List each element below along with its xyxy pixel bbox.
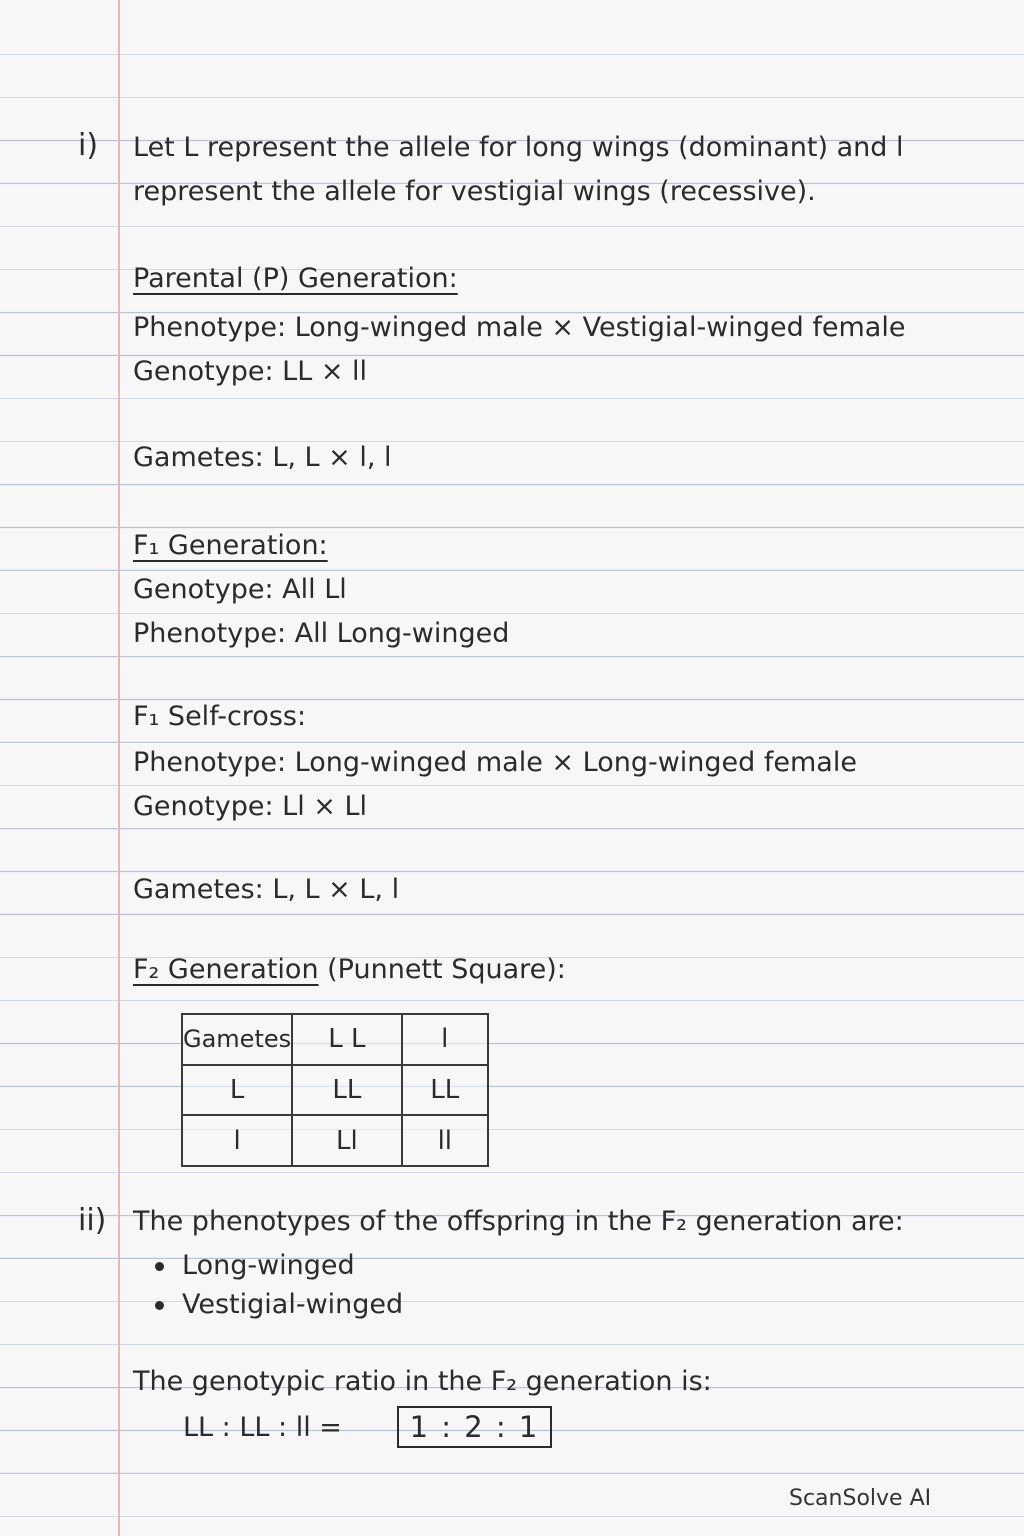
f2-heading bbox=[133, 954, 566, 986]
intro-line-1: Let L represent the allele for long wings (dominant) and l bbox=[133, 132, 904, 163]
bullet-icon bbox=[155, 1301, 164, 1310]
f1-phenotype: Phenotype: All Long-winged bbox=[133, 618, 510, 649]
phenotype-item: Vestigial-winged bbox=[182, 1289, 404, 1320]
margin-line bbox=[118, 0, 120, 1536]
f2-heading-rest: (Punnett Square): bbox=[318, 954, 566, 985]
punnett-cell: LL bbox=[292, 1065, 401, 1116]
parental-phenotype: Phenotype: Long-winged male × Vestigial-winged female bbox=[133, 312, 906, 343]
f2-heading-underlined: F₂ Generation bbox=[133, 954, 319, 985]
punnett-row-gamete: l bbox=[182, 1115, 292, 1166]
parental-genotype: Genotype: LL × ll bbox=[133, 356, 368, 387]
ratio-intro: The genotypic ratio in the F₂ generation is: bbox=[133, 1366, 712, 1397]
f1-genotype: Genotype: All Ll bbox=[133, 574, 347, 605]
punnett-header-col-1: L L bbox=[292, 1014, 401, 1065]
ratio-answer-box bbox=[397, 1406, 552, 1448]
punnett-row bbox=[182, 1115, 488, 1166]
punnett-header-gametes: Gametes bbox=[182, 1014, 292, 1065]
parental-heading: Parental (P) Generation: bbox=[133, 263, 458, 294]
punnett-cell: LL bbox=[402, 1065, 488, 1116]
intro-line-2: represent the allele for vestigial wings (recessive). bbox=[133, 176, 816, 207]
punnett-row-gamete: L bbox=[182, 1065, 292, 1116]
phenotype-item: Long-winged bbox=[182, 1250, 355, 1281]
punnett-square bbox=[181, 1013, 489, 1167]
selfcross-gametes: Gametes: L, L × L, l bbox=[133, 874, 400, 905]
selfcross-genotype: Genotype: Ll × Ll bbox=[133, 791, 368, 822]
punnett-cell: ll bbox=[402, 1115, 488, 1166]
part-i-label: i) bbox=[78, 128, 99, 163]
ratio-value: 1 : 2 : 1 bbox=[409, 1410, 540, 1444]
parental-gametes: Gametes: L, L × l, l bbox=[133, 442, 392, 473]
bullet-icon bbox=[155, 1262, 164, 1271]
part-ii-label: ii) bbox=[78, 1203, 107, 1238]
watermark: ScanSolve AI bbox=[789, 1486, 932, 1511]
f1-selfcross-heading: F₁ Self-cross: bbox=[133, 701, 307, 732]
punnett-header-row bbox=[182, 1014, 488, 1065]
f1-heading: F₁ Generation: bbox=[133, 530, 328, 561]
punnett-header-col-2: l bbox=[402, 1014, 488, 1065]
phenotypes-intro: The phenotypes of the offspring in the F₂ generation are: bbox=[133, 1206, 904, 1237]
punnett-cell: Ll bbox=[292, 1115, 401, 1166]
selfcross-phenotype: Phenotype: Long-winged male × Long-winged female bbox=[133, 747, 857, 778]
punnett-row bbox=[182, 1065, 488, 1116]
ratio-lhs: LL : LL : ll = bbox=[183, 1412, 342, 1443]
